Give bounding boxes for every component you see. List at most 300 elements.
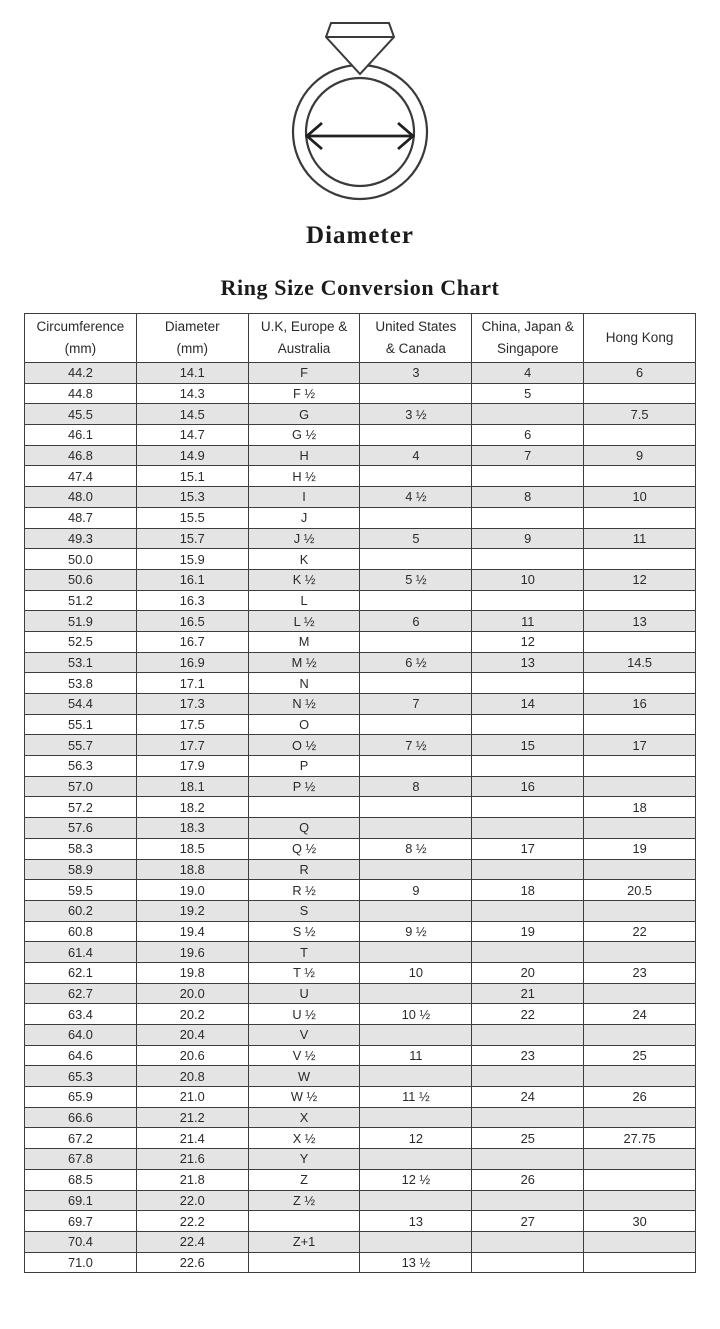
table-cell-circumference: 47.4 bbox=[25, 466, 137, 487]
table-cell-china-japan-singapore: 23 bbox=[472, 1045, 584, 1066]
table-cell-united-states-canada bbox=[360, 859, 472, 880]
table-row bbox=[25, 1252, 696, 1273]
table-cell-diameter: 18.8 bbox=[136, 859, 248, 880]
table-cell-circumference: 52.5 bbox=[25, 631, 137, 652]
table-cell-united-states-canada: 7 bbox=[360, 694, 472, 715]
table-row bbox=[25, 838, 696, 859]
table-cell-circumference: 50.6 bbox=[25, 569, 137, 590]
table-cell-diameter: 21.4 bbox=[136, 1128, 248, 1149]
table-cell-hong-kong bbox=[584, 1025, 696, 1046]
table-cell-united-states-canada: 8 ½ bbox=[360, 838, 472, 859]
table-cell-circumference: 70.4 bbox=[25, 1231, 137, 1252]
table-row bbox=[25, 383, 696, 404]
table-cell-united-states-canada: 10 bbox=[360, 962, 472, 983]
table-cell-diameter: 15.3 bbox=[136, 487, 248, 508]
table-cell-diameter: 17.3 bbox=[136, 694, 248, 715]
table-cell-circumference: 53.1 bbox=[25, 652, 137, 673]
table-cell-hong-kong bbox=[584, 1169, 696, 1190]
table-cell-uk-europe-australia bbox=[248, 797, 360, 818]
table-header bbox=[25, 314, 696, 363]
table-row bbox=[25, 942, 696, 963]
table-cell-china-japan-singapore bbox=[472, 1066, 584, 1087]
table-row bbox=[25, 507, 696, 528]
table-cell-china-japan-singapore: 14 bbox=[472, 694, 584, 715]
table-row bbox=[25, 466, 696, 487]
table-cell-uk-europe-australia: J bbox=[248, 507, 360, 528]
table-cell-hong-kong bbox=[584, 859, 696, 880]
table-cell-diameter: 22.2 bbox=[136, 1211, 248, 1232]
table-cell-circumference: 69.1 bbox=[25, 1190, 137, 1211]
table-cell-hong-kong: 18 bbox=[584, 797, 696, 818]
table-cell-china-japan-singapore: 7 bbox=[472, 445, 584, 466]
table-row bbox=[25, 735, 696, 756]
table-cell-china-japan-singapore: 5 bbox=[472, 383, 584, 404]
table-cell-uk-europe-australia: F ½ bbox=[248, 383, 360, 404]
table-cell-uk-europe-australia: H bbox=[248, 445, 360, 466]
table-cell-hong-kong bbox=[584, 1149, 696, 1170]
table-cell-hong-kong: 13 bbox=[584, 611, 696, 632]
table-cell-china-japan-singapore bbox=[472, 942, 584, 963]
column-header-hong-kong bbox=[584, 314, 696, 363]
table-row bbox=[25, 1190, 696, 1211]
table-cell-united-states-canada: 9 bbox=[360, 880, 472, 901]
table-row bbox=[25, 1045, 696, 1066]
table-cell-diameter: 15.9 bbox=[136, 549, 248, 570]
table-cell-uk-europe-australia: H ½ bbox=[248, 466, 360, 487]
table-cell-hong-kong bbox=[584, 900, 696, 921]
table-cell-hong-kong bbox=[584, 507, 696, 528]
table-cell-hong-kong: 20.5 bbox=[584, 880, 696, 901]
table-cell-united-states-canada bbox=[360, 673, 472, 694]
table-cell-china-japan-singapore: 18 bbox=[472, 880, 584, 901]
table-cell-hong-kong bbox=[584, 466, 696, 487]
table-cell-circumference: 71.0 bbox=[25, 1252, 137, 1273]
table-cell-china-japan-singapore bbox=[472, 859, 584, 880]
header-line: Circumference bbox=[36, 319, 125, 335]
table-cell-uk-europe-australia: N ½ bbox=[248, 694, 360, 715]
table-cell-circumference: 58.3 bbox=[25, 838, 137, 859]
table-cell-hong-kong bbox=[584, 983, 696, 1004]
table-cell-uk-europe-australia: R ½ bbox=[248, 880, 360, 901]
table-cell-united-states-canada: 6 ½ bbox=[360, 652, 472, 673]
table-row bbox=[25, 1004, 696, 1025]
table-cell-diameter: 17.7 bbox=[136, 735, 248, 756]
table-cell-circumference: 46.1 bbox=[25, 425, 137, 446]
chart-title: Ring Size Conversion Chart bbox=[220, 275, 500, 300]
table-cell-china-japan-singapore: 8 bbox=[472, 487, 584, 508]
table-cell-circumference: 62.7 bbox=[25, 983, 137, 1004]
table-cell-uk-europe-australia: W ½ bbox=[248, 1087, 360, 1108]
table-cell-diameter: 14.1 bbox=[136, 363, 248, 384]
table-cell-circumference: 51.9 bbox=[25, 611, 137, 632]
table-row bbox=[25, 1211, 696, 1232]
table-cell-circumference: 55.1 bbox=[25, 714, 137, 735]
table-cell-hong-kong: 30 bbox=[584, 1211, 696, 1232]
table-cell-united-states-canada: 10 ½ bbox=[360, 1004, 472, 1025]
table-cell-circumference: 63.4 bbox=[25, 1004, 137, 1025]
table-cell-united-states-canada bbox=[360, 714, 472, 735]
header-line: Diameter bbox=[164, 319, 220, 335]
diamond-icon bbox=[326, 23, 394, 74]
table-cell-diameter: 21.2 bbox=[136, 1107, 248, 1128]
table-cell-china-japan-singapore: 21 bbox=[472, 983, 584, 1004]
table-cell-diameter: 16.7 bbox=[136, 631, 248, 652]
table-cell-circumference: 44.8 bbox=[25, 383, 137, 404]
table-cell-diameter: 14.9 bbox=[136, 445, 248, 466]
table-cell-uk-europe-australia: O bbox=[248, 714, 360, 735]
table-cell-hong-kong bbox=[584, 1231, 696, 1252]
table-cell-diameter: 15.1 bbox=[136, 466, 248, 487]
header-line: Australia bbox=[277, 341, 331, 356]
table-cell-circumference: 48.0 bbox=[25, 487, 137, 508]
header-line: China, Japan & bbox=[481, 319, 574, 335]
table-cell-diameter: 20.4 bbox=[136, 1025, 248, 1046]
table-cell-hong-kong: 9 bbox=[584, 445, 696, 466]
table-cell-hong-kong bbox=[584, 942, 696, 963]
table-cell-circumference: 64.6 bbox=[25, 1045, 137, 1066]
table-row bbox=[25, 1107, 696, 1128]
table-cell-uk-europe-australia: V bbox=[248, 1025, 360, 1046]
table-row bbox=[25, 1169, 696, 1190]
table-row bbox=[25, 1025, 696, 1046]
table-cell-china-japan-singapore bbox=[472, 714, 584, 735]
table-cell-uk-europe-australia: O ½ bbox=[248, 735, 360, 756]
table-row bbox=[25, 880, 696, 901]
table-cell-china-japan-singapore: 27 bbox=[472, 1211, 584, 1232]
table-cell-uk-europe-australia: U ½ bbox=[248, 1004, 360, 1025]
table-cell-united-states-canada: 3 bbox=[360, 363, 472, 384]
table-row bbox=[25, 1066, 696, 1087]
table-cell-circumference: 65.9 bbox=[25, 1087, 137, 1108]
table-cell-china-japan-singapore: 19 bbox=[472, 921, 584, 942]
table-cell-hong-kong: 19 bbox=[584, 838, 696, 859]
table-cell-china-japan-singapore bbox=[472, 1231, 584, 1252]
table-cell-uk-europe-australia: T bbox=[248, 942, 360, 963]
table-cell-uk-europe-australia: R bbox=[248, 859, 360, 880]
header-line: Hong Kong bbox=[605, 330, 674, 346]
table-row bbox=[25, 1231, 696, 1252]
table-cell-hong-kong bbox=[584, 776, 696, 797]
table-cell-hong-kong: 22 bbox=[584, 921, 696, 942]
table-cell-hong-kong bbox=[584, 1066, 696, 1087]
table-cell-circumference: 44.2 bbox=[25, 363, 137, 384]
table-cell-uk-europe-australia: W bbox=[248, 1066, 360, 1087]
table-cell-united-states-canada bbox=[360, 549, 472, 570]
table-row bbox=[25, 983, 696, 1004]
table-cell-united-states-canada: 4 bbox=[360, 445, 472, 466]
table-cell-united-states-canada bbox=[360, 1231, 472, 1252]
table-cell-circumference: 50.0 bbox=[25, 549, 137, 570]
table-cell-diameter: 19.0 bbox=[136, 880, 248, 901]
table-cell-diameter: 20.8 bbox=[136, 1066, 248, 1087]
table-row bbox=[25, 569, 696, 590]
table-cell-diameter: 16.5 bbox=[136, 611, 248, 632]
header-line: United States bbox=[375, 319, 457, 335]
table-cell-china-japan-singapore: 4 bbox=[472, 363, 584, 384]
table-cell-united-states-canada bbox=[360, 797, 472, 818]
table-cell-hong-kong bbox=[584, 549, 696, 570]
column-header-united-states-canada bbox=[360, 314, 472, 363]
table-cell-hong-kong bbox=[584, 1190, 696, 1211]
table-cell-united-states-canada: 5 bbox=[360, 528, 472, 549]
table-cell-diameter: 20.6 bbox=[136, 1045, 248, 1066]
table-row bbox=[25, 714, 696, 735]
table-row bbox=[25, 1087, 696, 1108]
table-cell-circumference: 49.3 bbox=[25, 528, 137, 549]
diameter-arrow-icon bbox=[307, 123, 413, 149]
table-cell-china-japan-singapore: 17 bbox=[472, 838, 584, 859]
table-cell-uk-europe-australia: P ½ bbox=[248, 776, 360, 797]
table-cell-diameter: 19.2 bbox=[136, 900, 248, 921]
table-cell-uk-europe-australia: Z+1 bbox=[248, 1231, 360, 1252]
table-cell-circumference: 51.2 bbox=[25, 590, 137, 611]
table-cell-circumference: 57.0 bbox=[25, 776, 137, 797]
table-cell-united-states-canada bbox=[360, 1190, 472, 1211]
table-cell-diameter: 14.5 bbox=[136, 404, 248, 425]
table-cell-diameter: 21.0 bbox=[136, 1087, 248, 1108]
table-cell-hong-kong: 25 bbox=[584, 1045, 696, 1066]
table-cell-circumference: 60.8 bbox=[25, 921, 137, 942]
table-cell-united-states-canada: 12 bbox=[360, 1128, 472, 1149]
table-cell-uk-europe-australia bbox=[248, 1211, 360, 1232]
table-cell-circumference: 59.5 bbox=[25, 880, 137, 901]
table-cell-diameter: 22.6 bbox=[136, 1252, 248, 1273]
table-cell-circumference: 66.6 bbox=[25, 1107, 137, 1128]
table-cell-uk-europe-australia: Z ½ bbox=[248, 1190, 360, 1211]
table-cell-united-states-canada bbox=[360, 1107, 472, 1128]
header-line: & Canada bbox=[385, 341, 446, 356]
table-cell-china-japan-singapore: 20 bbox=[472, 962, 584, 983]
table-cell-china-japan-singapore bbox=[472, 1190, 584, 1211]
table-cell-diameter: 17.5 bbox=[136, 714, 248, 735]
table-cell-diameter: 19.4 bbox=[136, 921, 248, 942]
table-cell-uk-europe-australia: I bbox=[248, 487, 360, 508]
ring-size-conversion-table bbox=[24, 313, 696, 1273]
table-cell-circumference: 56.3 bbox=[25, 756, 137, 777]
table-cell-united-states-canada: 8 bbox=[360, 776, 472, 797]
table-cell-uk-europe-australia: N bbox=[248, 673, 360, 694]
table-cell-diameter: 14.3 bbox=[136, 383, 248, 404]
table-cell-uk-europe-australia: G bbox=[248, 404, 360, 425]
table-cell-hong-kong: 11 bbox=[584, 528, 696, 549]
table-cell-uk-europe-australia: Y bbox=[248, 1149, 360, 1170]
table-cell-china-japan-singapore: 26 bbox=[472, 1169, 584, 1190]
table-row bbox=[25, 776, 696, 797]
table-row bbox=[25, 363, 696, 384]
table-cell-united-states-canada bbox=[360, 900, 472, 921]
table-cell-circumference: 46.8 bbox=[25, 445, 137, 466]
table-cell-hong-kong bbox=[584, 1107, 696, 1128]
table-row bbox=[25, 445, 696, 466]
table-cell-china-japan-singapore bbox=[472, 1149, 584, 1170]
table-cell-uk-europe-australia: X ½ bbox=[248, 1128, 360, 1149]
table-cell-circumference: 55.7 bbox=[25, 735, 137, 756]
table-cell-united-states-canada: 7 ½ bbox=[360, 735, 472, 756]
header-line: (mm) bbox=[176, 341, 208, 356]
table-cell-united-states-canada bbox=[360, 631, 472, 652]
table-body bbox=[25, 363, 696, 1273]
table-cell-diameter: 19.8 bbox=[136, 962, 248, 983]
table-cell-uk-europe-australia: M bbox=[248, 631, 360, 652]
table-cell-hong-kong: 24 bbox=[584, 1004, 696, 1025]
table-cell-circumference: 67.2 bbox=[25, 1128, 137, 1149]
table-cell-united-states-canada bbox=[360, 383, 472, 404]
table-cell-circumference: 54.4 bbox=[25, 694, 137, 715]
table-cell-united-states-canada bbox=[360, 983, 472, 1004]
table-cell-circumference: 68.5 bbox=[25, 1169, 137, 1190]
table-cell-diameter: 15.7 bbox=[136, 528, 248, 549]
table-cell-uk-europe-australia: V ½ bbox=[248, 1045, 360, 1066]
table-cell-uk-europe-australia: S bbox=[248, 900, 360, 921]
table-cell-china-japan-singapore: 10 bbox=[472, 569, 584, 590]
table-cell-hong-kong: 7.5 bbox=[584, 404, 696, 425]
table-cell-uk-europe-australia: L ½ bbox=[248, 611, 360, 632]
table-cell-united-states-canada: 6 bbox=[360, 611, 472, 632]
table-cell-hong-kong bbox=[584, 1252, 696, 1273]
table-cell-united-states-canada bbox=[360, 818, 472, 839]
table-cell-diameter: 22.4 bbox=[136, 1231, 248, 1252]
table-cell-diameter: 21.8 bbox=[136, 1169, 248, 1190]
table-row bbox=[25, 818, 696, 839]
table-cell-hong-kong bbox=[584, 818, 696, 839]
table-cell-diameter: 19.6 bbox=[136, 942, 248, 963]
table-row bbox=[25, 528, 696, 549]
table-cell-uk-europe-australia: K ½ bbox=[248, 569, 360, 590]
table-cell-uk-europe-australia: J ½ bbox=[248, 528, 360, 549]
table-cell-diameter: 21.6 bbox=[136, 1149, 248, 1170]
table-cell-united-states-canada: 5 ½ bbox=[360, 569, 472, 590]
table-cell-hong-kong bbox=[584, 714, 696, 735]
table-cell-hong-kong bbox=[584, 383, 696, 404]
table-cell-united-states-canada: 9 ½ bbox=[360, 921, 472, 942]
table-row bbox=[25, 797, 696, 818]
table-row bbox=[25, 652, 696, 673]
header-line: (mm) bbox=[64, 341, 97, 356]
table-cell-china-japan-singapore: 16 bbox=[472, 776, 584, 797]
table-row bbox=[25, 900, 696, 921]
table-row bbox=[25, 1149, 696, 1170]
table-cell-hong-kong bbox=[584, 673, 696, 694]
table-cell-circumference: 57.2 bbox=[25, 797, 137, 818]
table-cell-china-japan-singapore: 25 bbox=[472, 1128, 584, 1149]
table-cell-uk-europe-australia: Z bbox=[248, 1169, 360, 1190]
table-cell-uk-europe-australia bbox=[248, 1252, 360, 1273]
table-cell-circumference: 67.8 bbox=[25, 1149, 137, 1170]
table-cell-uk-europe-australia: L bbox=[248, 590, 360, 611]
table-cell-uk-europe-australia: M ½ bbox=[248, 652, 360, 673]
table-cell-united-states-canada bbox=[360, 942, 472, 963]
table-cell-hong-kong: 10 bbox=[584, 487, 696, 508]
table-cell-united-states-canada: 4 ½ bbox=[360, 487, 472, 508]
table-cell-circumference: 48.7 bbox=[25, 507, 137, 528]
table-cell-united-states-canada: 13 bbox=[360, 1211, 472, 1232]
table-cell-diameter: 22.0 bbox=[136, 1190, 248, 1211]
table-row bbox=[25, 673, 696, 694]
table-cell-diameter: 16.1 bbox=[136, 569, 248, 590]
table-row bbox=[25, 590, 696, 611]
table-cell-diameter: 18.5 bbox=[136, 838, 248, 859]
table-cell-diameter: 16.9 bbox=[136, 652, 248, 673]
table-cell-china-japan-singapore bbox=[472, 1107, 584, 1128]
table-cell-hong-kong: 17 bbox=[584, 735, 696, 756]
table-cell-circumference: 57.6 bbox=[25, 818, 137, 839]
table-cell-china-japan-singapore: 15 bbox=[472, 735, 584, 756]
table-cell-china-japan-singapore bbox=[472, 900, 584, 921]
table-row bbox=[25, 962, 696, 983]
table-cell-circumference: 69.7 bbox=[25, 1211, 137, 1232]
table-cell-circumference: 61.4 bbox=[25, 942, 137, 963]
table-row bbox=[25, 921, 696, 942]
table-cell-china-japan-singapore bbox=[472, 797, 584, 818]
table-cell-hong-kong: 14.5 bbox=[584, 652, 696, 673]
table-row bbox=[25, 756, 696, 777]
table-cell-uk-europe-australia: X bbox=[248, 1107, 360, 1128]
table-cell-china-japan-singapore bbox=[472, 818, 584, 839]
table-cell-china-japan-singapore: 24 bbox=[472, 1087, 584, 1108]
table-cell-uk-europe-australia: T ½ bbox=[248, 962, 360, 983]
table-cell-uk-europe-australia: F bbox=[248, 363, 360, 384]
table-cell-diameter: 20.0 bbox=[136, 983, 248, 1004]
column-header-uk-europe-australia bbox=[248, 314, 360, 363]
table-cell-united-states-canada: 3 ½ bbox=[360, 404, 472, 425]
table-cell-diameter: 18.2 bbox=[136, 797, 248, 818]
table-cell-united-states-canada bbox=[360, 507, 472, 528]
table-cell-china-japan-singapore bbox=[472, 404, 584, 425]
diameter-label: Diameter bbox=[306, 222, 414, 249]
table-cell-circumference: 53.8 bbox=[25, 673, 137, 694]
table-cell-diameter: 15.5 bbox=[136, 507, 248, 528]
table-cell-united-states-canada bbox=[360, 466, 472, 487]
table-cell-china-japan-singapore: 9 bbox=[472, 528, 584, 549]
table-cell-china-japan-singapore: 6 bbox=[472, 425, 584, 446]
header-row bbox=[25, 314, 696, 363]
table-cell-china-japan-singapore: 12 bbox=[472, 631, 584, 652]
table-cell-china-japan-singapore bbox=[472, 549, 584, 570]
table-cell-circumference: 58.9 bbox=[25, 859, 137, 880]
table-cell-china-japan-singapore bbox=[472, 1252, 584, 1273]
table-cell-diameter: 14.7 bbox=[136, 425, 248, 446]
table-cell-diameter: 18.3 bbox=[136, 818, 248, 839]
table-cell-hong-kong bbox=[584, 631, 696, 652]
column-header-circumference bbox=[25, 314, 137, 363]
table-row bbox=[25, 549, 696, 570]
table-cell-china-japan-singapore bbox=[472, 590, 584, 611]
table-cell-hong-kong: 27.75 bbox=[584, 1128, 696, 1149]
table-cell-united-states-canada: 12 ½ bbox=[360, 1169, 472, 1190]
table-cell-united-states-canada: 13 ½ bbox=[360, 1252, 472, 1273]
table-cell-china-japan-singapore bbox=[472, 466, 584, 487]
table-cell-circumference: 62.1 bbox=[25, 962, 137, 983]
table-cell-uk-europe-australia: Q bbox=[248, 818, 360, 839]
column-header-china-japan-singapore bbox=[472, 314, 584, 363]
table-cell-uk-europe-australia: G ½ bbox=[248, 425, 360, 446]
table-cell-hong-kong: 16 bbox=[584, 694, 696, 715]
table-cell-diameter: 17.9 bbox=[136, 756, 248, 777]
table-cell-circumference: 65.3 bbox=[25, 1066, 137, 1087]
table-cell-united-states-canada: 11 bbox=[360, 1045, 472, 1066]
table-row bbox=[25, 425, 696, 446]
table-cell-hong-kong bbox=[584, 425, 696, 446]
table-cell-china-japan-singapore: 22 bbox=[472, 1004, 584, 1025]
table-row bbox=[25, 611, 696, 632]
column-header-diameter bbox=[136, 314, 248, 363]
header-line: U.K, Europe & bbox=[260, 319, 348, 335]
table-cell-uk-europe-australia: Q ½ bbox=[248, 838, 360, 859]
table-cell-china-japan-singapore: 11 bbox=[472, 611, 584, 632]
table-cell-diameter: 18.1 bbox=[136, 776, 248, 797]
table-cell-hong-kong bbox=[584, 756, 696, 777]
table-row bbox=[25, 404, 696, 425]
